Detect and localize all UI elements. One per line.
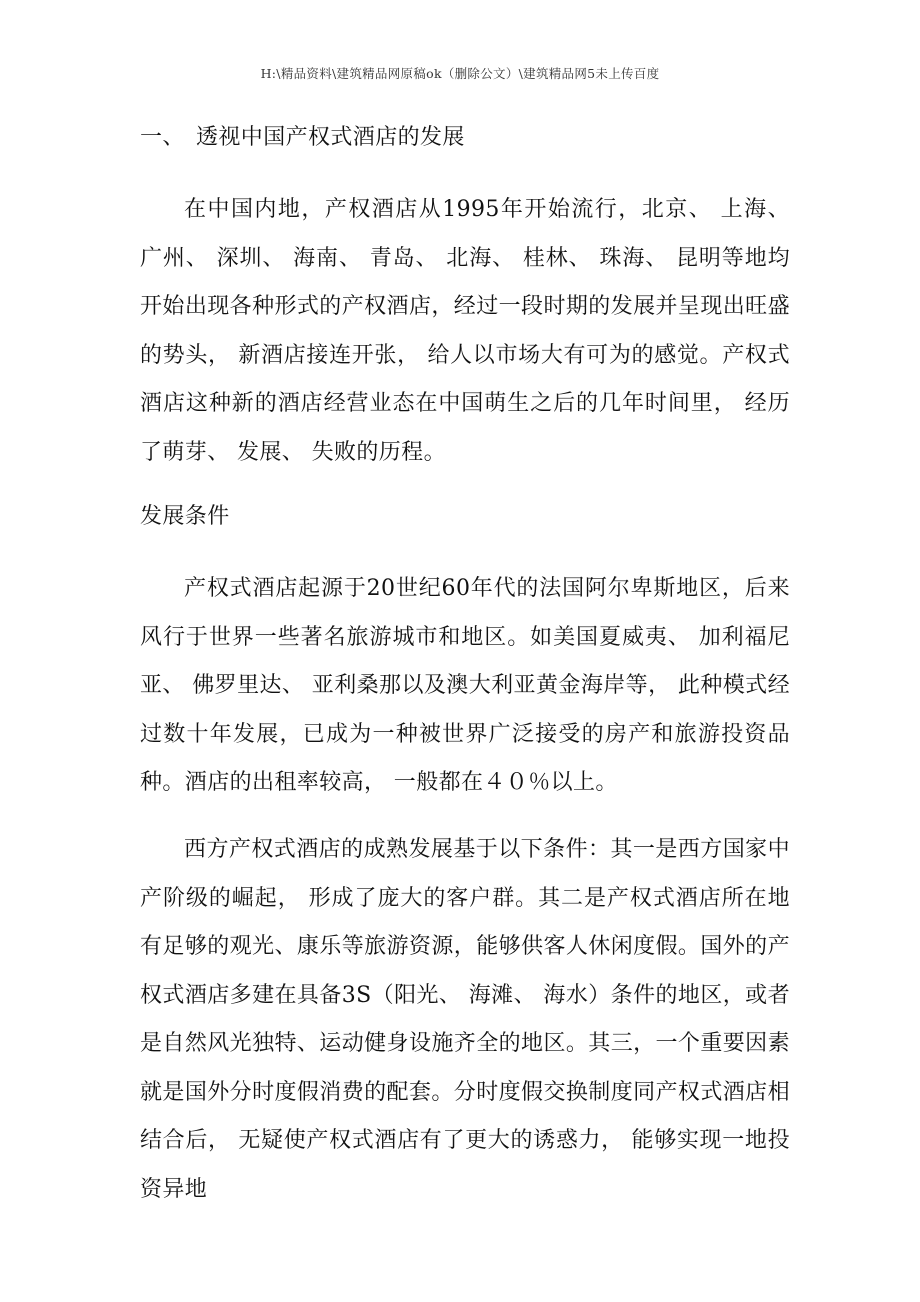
section-heading — [140, 118, 790, 158]
paragraph-origin: 产权式酒店起源于20世纪60年代的法国阿尔卑斯地区，后来风行于世界一些著名旅游城市和地区。如美国夏威夷、 加利福尼亚、 佛罗里达、 亚利桑那以及澳大利亚黄金海岸等， 此种模式经过数十年发展，已成为一种被世界广泛接受的房产和旅游投资品种。酒店的出租率较高， 一般都在４０％以上。 — [140, 576, 790, 795]
section-number: 一、 — [140, 125, 185, 150]
subheading-conditions: 发展条件 — [140, 504, 230, 529]
paragraph-conditions: 西方产权式酒店的成熟发展基于以下条件：其一是西方国家中产阶级的崛起， 形成了庞大的客户群。其二是产权式酒店所在地有足够的观光、康乐等旅游资源，能够供客人休闲度假。国外的产权式酒店多建在具备3S（阳光、 海滩、 海水）条件的地区，或者是自然风光独特、运动健身设施齐全的地区。其三，一个重要因素就是国外分时度假消费的配套。分时度假交换制度同产权式酒店相结合后， 无疑使产权式酒店有了更大的诱惑力， 能够实现一地投资异地 — [140, 837, 790, 1202]
paragraph-intro: 在中国内地，产权酒店从1995年开始流行，北京、 上海、 广州、 深圳、 海南、 青岛、 北海、 桂林、 珠海、 昆明等地均开始出现各种形式的产权酒店，经过一段时期的发展并呈现出旺盛的势头， 新酒店接连开张， 给人以市场大有可为的感觉。产权式酒店这种新的酒店经营业态在中国萌生之后的几年时间里， 经历了萌芽、 发展、 失败的历程。 — [140, 197, 790, 465]
file-path-header: H:\精品资料\建筑精品网原稿ok（删除公文）\建筑精品网5未上传百度 — [260, 66, 660, 81]
section-title: 透视中国产权式酒店的发展 — [196, 125, 465, 150]
